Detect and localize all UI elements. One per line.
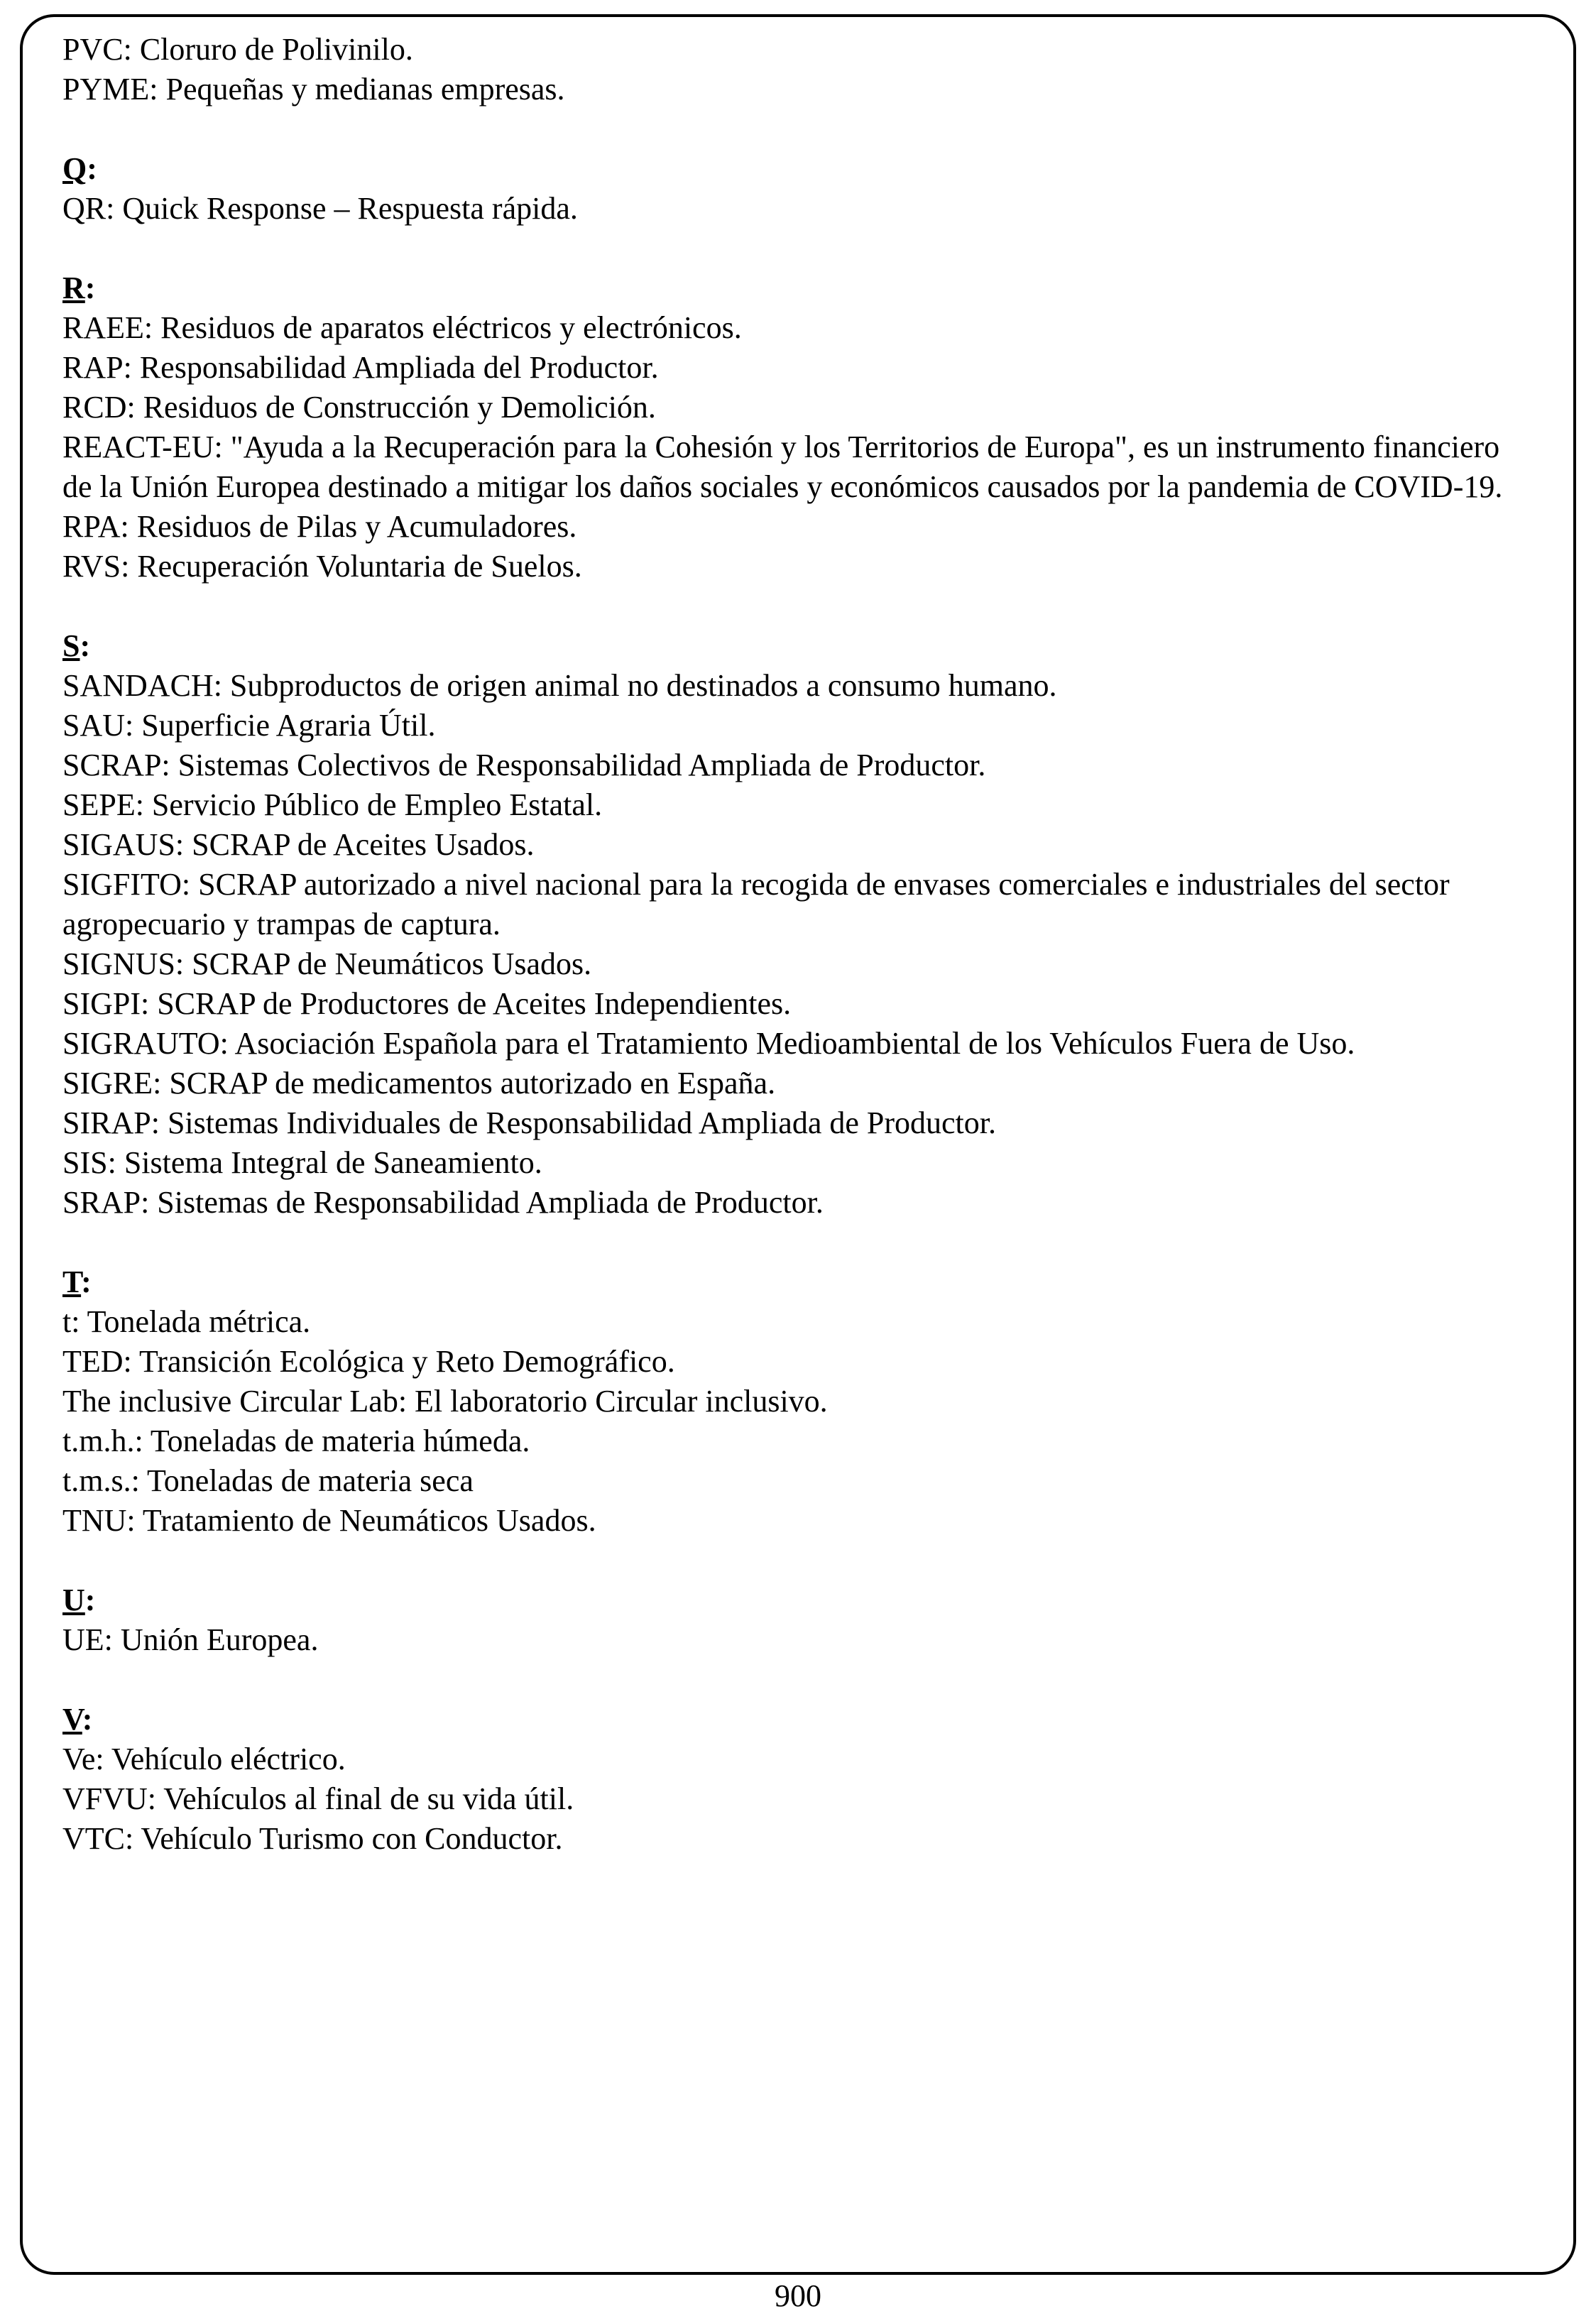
glossary-entry: SIGFITO: SCRAP autorizado a nivel nacional para la recogida de envases comerciales e industriales del sector agropecuario y trampas de captura. [62, 867, 1450, 941]
section-heading [62, 626, 1534, 666]
glossary-entry: RVS: Recuperación Voluntaria de Suelos. [62, 549, 582, 584]
glossary-entry: REACT-EU: "Ayuda a la Recuperación para la Cohesión y los Territorios de Europa", es un instrumento financiero de la Unión Europea destinado a mitigar los daños sociales y económicos causados por la pandemia de COVID-19. [62, 430, 1503, 504]
glossary-entry: RPA: Residuos de Pilas y Acumuladores. [62, 509, 577, 544]
glossary-entry: SIGAUS: SCRAP de Aceites Usados. [62, 827, 535, 862]
glossary-entry: TNU: Tratamiento de Neumáticos Usados. [62, 1503, 596, 1538]
glossary-entry: PYME: Pequeñas y medianas empresas. [62, 72, 565, 106]
section-letter: V [62, 1702, 82, 1737]
glossary-entry: UE: Unión Europea. [62, 1622, 319, 1657]
glossary-content [62, 30, 1534, 1859]
section-letter: U [62, 1583, 85, 1617]
glossary-entry: t.m.s.: Toneladas de materia seca [62, 1463, 474, 1498]
glossary-entry: RAEE: Residuos de aparatos eléctricos y electrónicos. [62, 310, 742, 345]
section-heading [62, 268, 1534, 308]
section-letter: Q [62, 151, 87, 186]
section-v [62, 1700, 1534, 1859]
glossary-entry: SIS: Sistema Integral de Saneamiento. [62, 1145, 542, 1180]
glossary-entry: t.m.h.: Toneladas de materia húmeda. [62, 1424, 530, 1458]
glossary-entry: SANDACH: Subproductos de origen animal no destinados a consumo humano. [62, 668, 1057, 703]
section-letter-suffix: : [84, 1583, 96, 1617]
glossary-entry: SRAP: Sistemas de Responsabilidad Ampliada de Productor. [62, 1185, 824, 1220]
glossary-entry: SIGRAUTO: Asociación Española para el Tratamiento Medioambiental de los Vehículos Fuera de Uso. [62, 1026, 1355, 1061]
glossary-entry: SCRAP: Sistemas Colectivos de Responsabilidad Ampliada de Productor. [62, 748, 986, 782]
section-letter: S [62, 628, 80, 663]
glossary-entry: RCD: Residuos de Construcción y Demolición. [62, 390, 656, 425]
section-u [62, 1580, 1534, 1660]
glossary-entry: SIRAP: Sistemas Individuales de Responsabilidad Ampliada de Productor. [62, 1105, 996, 1140]
glossary-entry: VFVU: Vehículos al final de su vida útil. [62, 1781, 574, 1816]
glossary-entry: SIGRE: SCRAP de medicamentos autorizado en España. [62, 1066, 776, 1100]
section-t [62, 1262, 1534, 1541]
section-letter: T [62, 1264, 82, 1299]
glossary-entry: Ve: Vehículo eléctrico. [62, 1742, 346, 1776]
section-letter-suffix: : [82, 1702, 93, 1737]
section-r [62, 268, 1534, 586]
glossary-entry: t: Tonelada métrica. [62, 1304, 311, 1339]
section-letter: R [62, 271, 85, 305]
glossary-entry: QR: Quick Response – Respuesta rápida. [62, 191, 578, 226]
glossary-entry: The inclusive Circular Lab: El laboratorio Circular inclusivo. [62, 1384, 828, 1419]
glossary-entry: VTC: Vehículo Turismo con Conductor. [62, 1821, 563, 1856]
section-heading [62, 149, 1534, 189]
page-number: 900 [775, 2278, 821, 2313]
glossary-entry: SIGPI: SCRAP de Productores de Aceites Independientes. [62, 986, 792, 1021]
glossary-entry: RAP: Responsabilidad Ampliada del Productor. [62, 350, 659, 385]
glossary-entry: PVC: Cloruro de Polivinilo. [62, 32, 413, 67]
glossary-entry: SAU: Superficie Agraria Útil. [62, 708, 436, 743]
section-letter-suffix: : [80, 628, 91, 663]
section-letter-suffix: : [81, 1264, 92, 1299]
section-q [62, 149, 1534, 229]
section-letter-suffix: : [87, 151, 97, 186]
glossary-entry: SIGNUS: SCRAP de Neumáticos Usados. [62, 946, 592, 981]
glossary-entry: SEPE: Servicio Público de Empleo Estatal. [62, 787, 603, 822]
section-heading [62, 1580, 1534, 1620]
section-letter-suffix: : [84, 271, 96, 305]
section-heading [62, 1262, 1534, 1302]
glossary-entry: TED: Transición Ecológica y Reto Demográfico. [62, 1344, 675, 1379]
section-s [62, 626, 1534, 1223]
section-heading [62, 1700, 1534, 1739]
